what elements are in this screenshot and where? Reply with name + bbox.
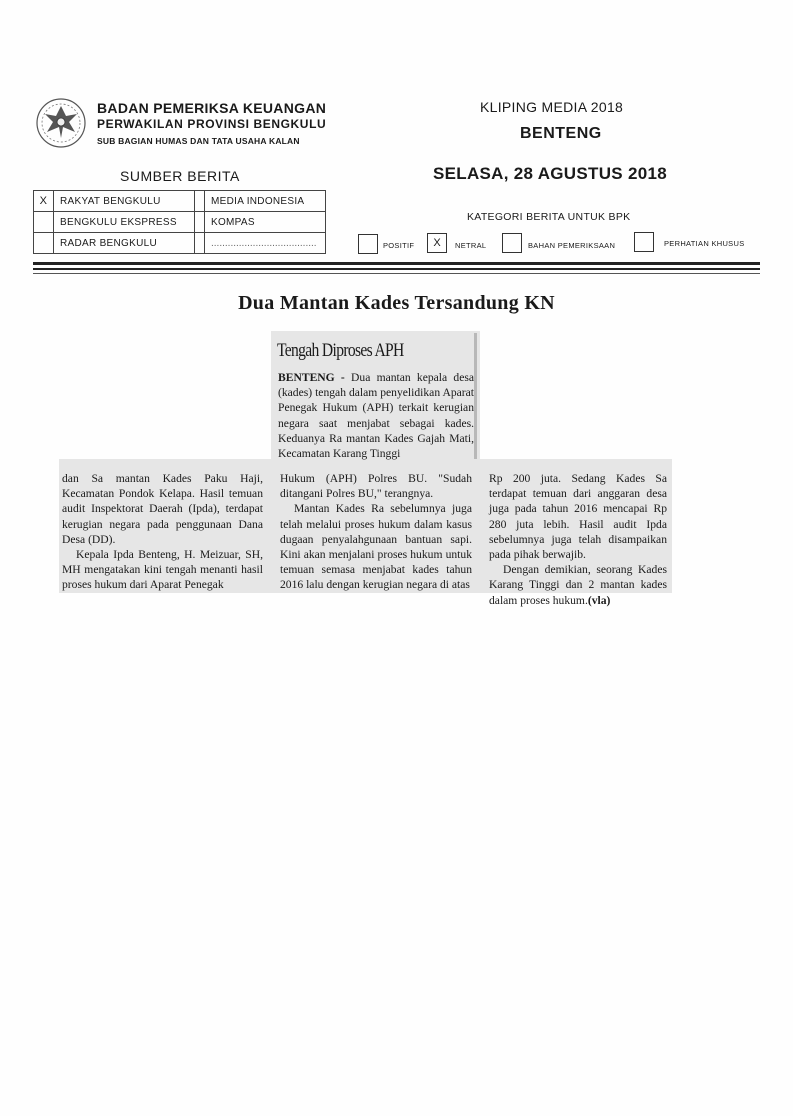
source-mark — [195, 233, 205, 254]
divider — [33, 268, 760, 270]
source-mark — [34, 233, 54, 254]
article-column-3 — [489, 471, 667, 608]
source-mark — [34, 212, 54, 233]
paragraph: Kepala Ipda Benteng, H. Meizuar, SH, MH mengatakan kini tengah menanti hasil proses hukum dari Aparat Penegak — [62, 548, 263, 592]
paragraph: Mantan Kades Ra sebelumnya juga telah melalui proses hukum dalam kasus dugaan penyalahgunaan bantuan sapi. Kini akan menjalani proses hukum untuk temuan semasa menjabat kades tahun 2016 lalu dengan kerugian negara di atas — [280, 502, 472, 592]
date-title: SELASA, 28 AGUSTUS 2018 — [433, 164, 667, 183]
category-title: KATEGORI BERITA UNTUK BPK — [467, 211, 631, 223]
article-column-1 — [62, 471, 263, 593]
lead-text: Dua mantan kepala desa (kades) tengah dalam penyelidikan Aparat Penegak Hukum (APH) terkait kerugian negara saat menjabat sebagai kades. Keduanya Ra mantan Kades Gajah Mati, Kecamatan Karang Tinggi — [278, 371, 474, 461]
article-headline: Dua Mantan Kades Tersandung KN — [238, 292, 555, 314]
source-name: KOMPAS — [205, 212, 326, 233]
source-row — [34, 212, 326, 233]
category-label-netral: NETRAL — [455, 241, 487, 250]
sumber-berita-title: SUMBER BERITA — [120, 168, 240, 184]
paragraph: dan Sa mantan Kades Paku Haji, Kecamatan Pondok Kelapa. Hasil temuan audit Inspektorat Daerah (Ipda), terdapat kerugian negara pada penggunaan Dana Desa (DD). — [62, 472, 263, 546]
source-name-blank: ...................................... — [205, 233, 326, 254]
source-name: BENGKULU EKSPRESS — [54, 212, 195, 233]
divider — [33, 262, 760, 265]
paragraph — [489, 562, 667, 608]
source-mark — [195, 191, 205, 212]
source-name: RAKYAT BENGKULU — [54, 191, 195, 212]
category-label-positif: POSITIF — [383, 241, 415, 250]
source-mark — [195, 212, 205, 233]
category-checkbox-netral: X — [427, 233, 447, 253]
article-column-2 — [280, 471, 472, 593]
source-row — [34, 191, 326, 212]
divider — [33, 273, 760, 274]
category-checkbox-bahan — [502, 233, 522, 253]
source-row — [34, 233, 326, 254]
clipping-edge — [474, 333, 477, 459]
closing-text: Dengan demikian, seorang Kades Karang Tinggi dan 2 mantan kades dalam proses hukum. — [489, 563, 667, 607]
org-line-2: PERWAKILAN PROVINSI BENGKULU — [97, 117, 327, 131]
org-line-1: BADAN PEMERIKSA KEUANGAN — [97, 100, 327, 116]
byline: (vla) — [587, 593, 611, 607]
category-label-perhatian: PERHATIAN KHUSUS — [664, 239, 745, 248]
article-lead — [278, 370, 474, 461]
category-label-bahan: BAHAN PEMERIKSAAN — [528, 241, 616, 250]
source-name: MEDIA INDONESIA — [205, 191, 326, 212]
category-checkbox-positif — [358, 234, 378, 254]
category-checkbox-perhatian — [634, 232, 654, 252]
media-name: BENTENG — [520, 125, 602, 142]
lead-dateline: BENTENG - — [278, 371, 345, 384]
kliping-title: KLIPING MEDIA 2018 — [480, 99, 624, 115]
article-subhead: Tengah Diproses APH — [277, 340, 404, 361]
source-mark: X — [34, 191, 54, 212]
source-name: RADAR BENGKULU — [54, 233, 195, 254]
garuda-emblem-icon — [33, 94, 89, 152]
paragraph: Rp 200 juta. Sedang Kades Sa terdapat temuan dari anggaran desa juga pada tahun 2016 mencapai Rp 280 juta lebih. Hasil audit Ipda sebelumnya juga telah disampaikan pada pihak berwajib. — [489, 472, 667, 562]
paragraph: Hukum (APH) Polres BU. "Sudah ditangani Polres BU," terangnya. — [280, 472, 472, 501]
org-line-3: SUB BAGIAN HUMAS DAN TATA USAHA KALAN — [97, 136, 300, 146]
source-table — [33, 190, 326, 254]
